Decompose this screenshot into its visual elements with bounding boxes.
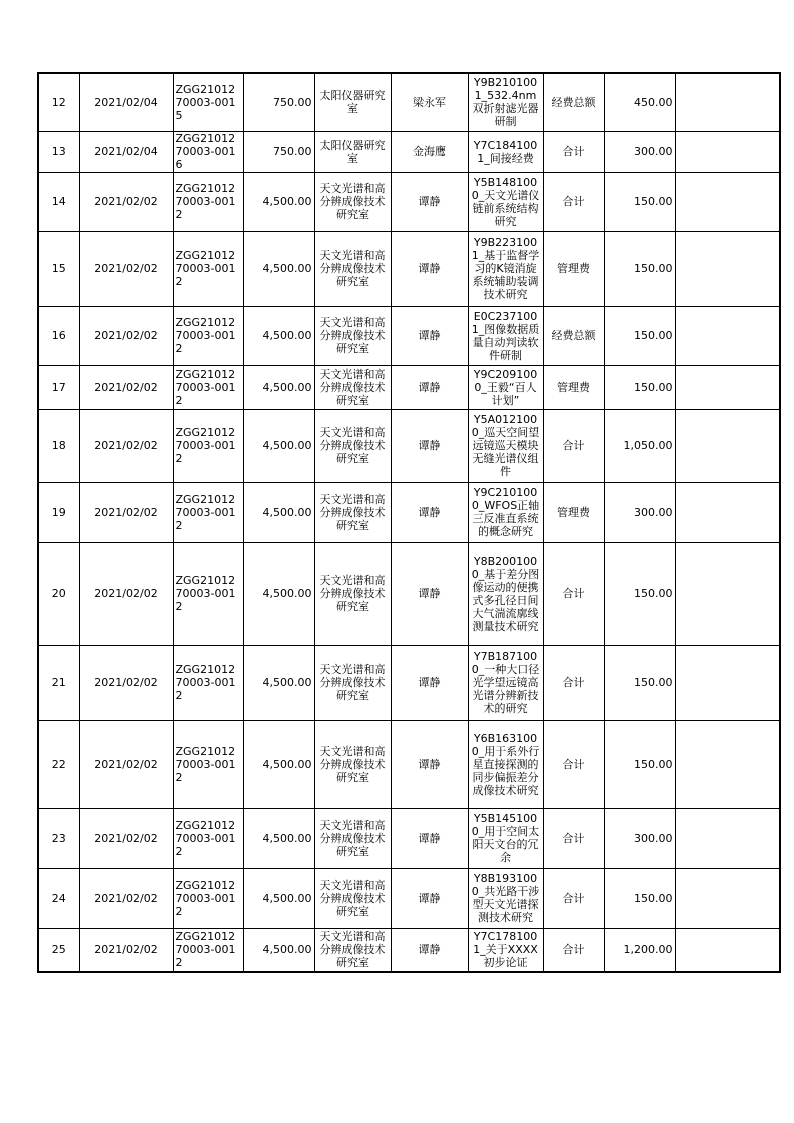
row-value: 150.00 bbox=[604, 306, 675, 365]
row-fee-type: 管理费 bbox=[543, 482, 604, 542]
table-row bbox=[38, 131, 780, 172]
row-fee-type: 合计 bbox=[543, 645, 604, 720]
row-department: 天文光谱和高分辨成像技术研究室 bbox=[314, 720, 391, 808]
row-department: 天文光谱和高分辨成像技术研究室 bbox=[314, 231, 391, 306]
row-amount: 4,500.00 bbox=[243, 409, 314, 482]
row-project: Y5B1481000_天文光谱仪链前系统结构研究 bbox=[468, 172, 543, 231]
row-project: Y5A0121000_巡天空间望远镜巡天模块无缝光谱仪组件 bbox=[468, 409, 543, 482]
row-blank-cell bbox=[675, 542, 780, 645]
row-project: Y9B2101001_532.4nm双折射滤光器研制 bbox=[468, 73, 543, 131]
row-project: Y9B2231001_基于监督学习的K镜消旋系统辅助装调技术研究 bbox=[468, 231, 543, 306]
ledger-table bbox=[37, 72, 781, 973]
row-project: Y7C1841001_间接经费 bbox=[468, 131, 543, 172]
row-fee-type: 管理费 bbox=[543, 365, 604, 409]
table-row bbox=[38, 409, 780, 482]
row-date: 2021/02/02 bbox=[79, 482, 173, 542]
row-date: 2021/02/02 bbox=[79, 306, 173, 365]
row-blank-cell bbox=[675, 365, 780, 409]
row-amount: 4,500.00 bbox=[243, 365, 314, 409]
row-fee-type: 合计 bbox=[543, 131, 604, 172]
row-date: 2021/02/04 bbox=[79, 73, 173, 131]
row-number: 21 bbox=[38, 645, 79, 720]
row-number: 15 bbox=[38, 231, 79, 306]
row-amount: 750.00 bbox=[243, 131, 314, 172]
row-blank-cell bbox=[675, 645, 780, 720]
row-department: 天文光谱和高分辨成像技术研究室 bbox=[314, 172, 391, 231]
table-row bbox=[38, 542, 780, 645]
row-department: 天文光谱和高分辨成像技术研究室 bbox=[314, 409, 391, 482]
row-department: 天文光谱和高分辨成像技术研究室 bbox=[314, 868, 391, 928]
row-person: 谭静 bbox=[391, 720, 468, 808]
row-voucher-code: ZGG2101270003-0012 bbox=[173, 482, 243, 542]
row-person: 梁永军 bbox=[391, 73, 468, 131]
row-department: 天文光谱和高分辨成像技术研究室 bbox=[314, 306, 391, 365]
row-fee-type: 合计 bbox=[543, 868, 604, 928]
row-department: 天文光谱和高分辨成像技术研究室 bbox=[314, 365, 391, 409]
row-voucher-code: ZGG2101270003-0012 bbox=[173, 306, 243, 365]
row-voucher-code: ZGG2101270003-0012 bbox=[173, 542, 243, 645]
row-person: 谭静 bbox=[391, 542, 468, 645]
row-number: 18 bbox=[38, 409, 79, 482]
row-date: 2021/02/02 bbox=[79, 720, 173, 808]
row-voucher-code: ZGG2101270003-0012 bbox=[173, 365, 243, 409]
row-amount: 4,500.00 bbox=[243, 172, 314, 231]
row-voucher-code: ZGG2101270003-0015 bbox=[173, 73, 243, 131]
row-blank-cell bbox=[675, 482, 780, 542]
row-department: 天文光谱和高分辨成像技术研究室 bbox=[314, 645, 391, 720]
row-value: 150.00 bbox=[604, 231, 675, 306]
row-number: 13 bbox=[38, 131, 79, 172]
row-value: 300.00 bbox=[604, 482, 675, 542]
row-date: 2021/02/02 bbox=[79, 645, 173, 720]
row-blank-cell bbox=[675, 231, 780, 306]
row-blank-cell bbox=[675, 131, 780, 172]
row-fee-type: 合计 bbox=[543, 808, 604, 868]
row-person: 谭静 bbox=[391, 928, 468, 972]
table-row bbox=[38, 868, 780, 928]
row-value: 150.00 bbox=[604, 172, 675, 231]
row-date: 2021/02/02 bbox=[79, 172, 173, 231]
row-amount: 4,500.00 bbox=[243, 808, 314, 868]
row-person: 谭静 bbox=[391, 409, 468, 482]
row-value: 150.00 bbox=[604, 868, 675, 928]
row-number: 17 bbox=[38, 365, 79, 409]
row-project: Y7C1781001_关于XXXX初步论证 bbox=[468, 928, 543, 972]
row-person: 谭静 bbox=[391, 231, 468, 306]
row-value: 1,200.00 bbox=[604, 928, 675, 972]
table-row bbox=[38, 365, 780, 409]
row-voucher-code: ZGG2101270003-0012 bbox=[173, 172, 243, 231]
row-project: Y7B1871000_一种大口径光学望远镜高光谱分辨新技术的研究 bbox=[468, 645, 543, 720]
row-value: 150.00 bbox=[604, 365, 675, 409]
row-number: 23 bbox=[38, 808, 79, 868]
row-number: 14 bbox=[38, 172, 79, 231]
table-row bbox=[38, 720, 780, 808]
row-number: 12 bbox=[38, 73, 79, 131]
row-voucher-code: ZGG2101270003-0012 bbox=[173, 868, 243, 928]
row-date: 2021/02/02 bbox=[79, 542, 173, 645]
row-fee-type: 合计 bbox=[543, 720, 604, 808]
row-voucher-code: ZGG2101270003-0012 bbox=[173, 720, 243, 808]
row-date: 2021/02/02 bbox=[79, 231, 173, 306]
row-blank-cell bbox=[675, 172, 780, 231]
row-blank-cell bbox=[675, 928, 780, 972]
row-amount: 4,500.00 bbox=[243, 928, 314, 972]
row-voucher-code: ZGG2101270003-0016 bbox=[173, 131, 243, 172]
row-voucher-code: ZGG2101270003-0012 bbox=[173, 808, 243, 868]
table-row bbox=[38, 928, 780, 972]
table-row bbox=[38, 482, 780, 542]
row-fee-type: 合计 bbox=[543, 409, 604, 482]
row-value: 300.00 bbox=[604, 808, 675, 868]
row-blank-cell bbox=[675, 720, 780, 808]
table-row bbox=[38, 73, 780, 131]
row-person: 谭静 bbox=[391, 482, 468, 542]
row-department: 太阳仪器研究室 bbox=[314, 73, 391, 131]
row-department: 太阳仪器研究室 bbox=[314, 131, 391, 172]
row-department: 天文光谱和高分辨成像技术研究室 bbox=[314, 482, 391, 542]
row-value: 450.00 bbox=[604, 73, 675, 131]
row-date: 2021/02/02 bbox=[79, 928, 173, 972]
row-amount: 4,500.00 bbox=[243, 868, 314, 928]
row-department: 天文光谱和高分辨成像技术研究室 bbox=[314, 928, 391, 972]
table-row bbox=[38, 306, 780, 365]
row-blank-cell bbox=[675, 306, 780, 365]
row-person: 谭静 bbox=[391, 365, 468, 409]
row-number: 16 bbox=[38, 306, 79, 365]
row-amount: 4,500.00 bbox=[243, 542, 314, 645]
row-date: 2021/02/02 bbox=[79, 409, 173, 482]
row-blank-cell bbox=[675, 73, 780, 131]
row-person: 谭静 bbox=[391, 172, 468, 231]
row-person: 谭静 bbox=[391, 868, 468, 928]
ledger-body bbox=[38, 73, 780, 972]
row-person: 谭静 bbox=[391, 645, 468, 720]
row-amount: 4,500.00 bbox=[243, 306, 314, 365]
row-fee-type: 经费总额 bbox=[543, 73, 604, 131]
row-project: Y8B1931000_共光路干涉型天文光谱探测技术研究 bbox=[468, 868, 543, 928]
table-row bbox=[38, 231, 780, 306]
row-value: 150.00 bbox=[604, 645, 675, 720]
row-project: Y9C2101000_WFOS正轴三反准直系统的概念研究 bbox=[468, 482, 543, 542]
row-project: Y8B2001000_基于差分图像运动的便携式多孔径日间大气湍流廓线测量技术研究 bbox=[468, 542, 543, 645]
row-number: 25 bbox=[38, 928, 79, 972]
row-amount: 4,500.00 bbox=[243, 482, 314, 542]
row-person: 金海鹰 bbox=[391, 131, 468, 172]
row-project: Y9C2091000_王毅“百人计划” bbox=[468, 365, 543, 409]
row-project: Y6B1631000_用于系外行星直接探测的同步偏振差分成像技术研究 bbox=[468, 720, 543, 808]
row-fee-type: 合计 bbox=[543, 928, 604, 972]
row-voucher-code: ZGG2101270003-0012 bbox=[173, 928, 243, 972]
row-fee-type: 管理费 bbox=[543, 231, 604, 306]
row-number: 20 bbox=[38, 542, 79, 645]
row-fee-type: 经费总额 bbox=[543, 306, 604, 365]
row-blank-cell bbox=[675, 409, 780, 482]
row-voucher-code: ZGG2101270003-0012 bbox=[173, 645, 243, 720]
row-value: 150.00 bbox=[604, 542, 675, 645]
row-person: 谭静 bbox=[391, 306, 468, 365]
row-date: 2021/02/02 bbox=[79, 365, 173, 409]
row-amount: 4,500.00 bbox=[243, 720, 314, 808]
row-fee-type: 合计 bbox=[543, 542, 604, 645]
table-row bbox=[38, 172, 780, 231]
row-value: 300.00 bbox=[604, 131, 675, 172]
row-amount: 4,500.00 bbox=[243, 645, 314, 720]
row-fee-type: 合计 bbox=[543, 172, 604, 231]
row-department: 天文光谱和高分辨成像技术研究室 bbox=[314, 542, 391, 645]
row-value: 150.00 bbox=[604, 720, 675, 808]
row-number: 22 bbox=[38, 720, 79, 808]
row-project: E0C2371001_图像数据质量自动判读软件研制 bbox=[468, 306, 543, 365]
row-date: 2021/02/02 bbox=[79, 808, 173, 868]
row-voucher-code: ZGG2101270003-0012 bbox=[173, 231, 243, 306]
row-blank-cell bbox=[675, 868, 780, 928]
row-department: 天文光谱和高分辨成像技术研究室 bbox=[314, 808, 391, 868]
row-blank-cell bbox=[675, 808, 780, 868]
table-row bbox=[38, 808, 780, 868]
row-value: 1,050.00 bbox=[604, 409, 675, 482]
row-amount: 4,500.00 bbox=[243, 231, 314, 306]
row-date: 2021/02/02 bbox=[79, 868, 173, 928]
row-number: 24 bbox=[38, 868, 79, 928]
row-number: 19 bbox=[38, 482, 79, 542]
row-person: 谭静 bbox=[391, 808, 468, 868]
row-date: 2021/02/04 bbox=[79, 131, 173, 172]
row-project: Y5B1451000_用于空间太阳天文台的冗余 bbox=[468, 808, 543, 868]
row-amount: 750.00 bbox=[243, 73, 314, 131]
row-voucher-code: ZGG2101270003-0012 bbox=[173, 409, 243, 482]
table-row bbox=[38, 645, 780, 720]
